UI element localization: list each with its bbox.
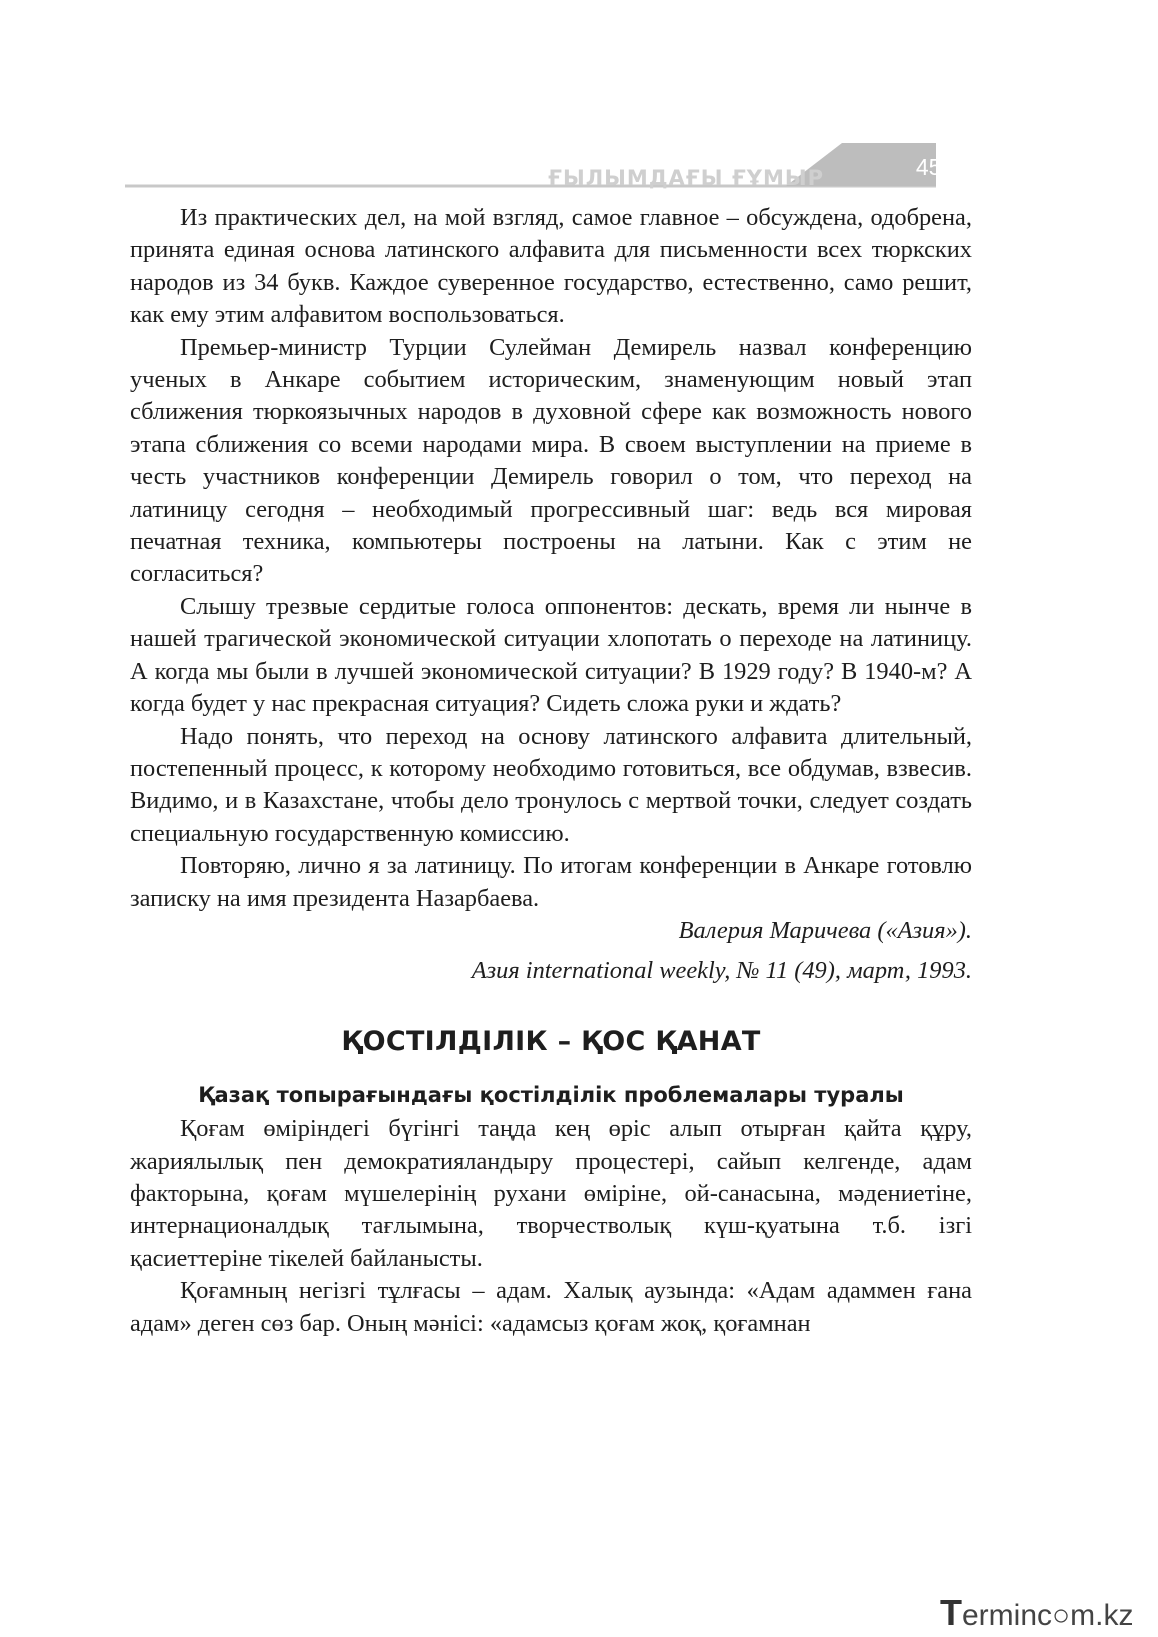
watermark-domain: m.kz	[1070, 1599, 1134, 1632]
paragraph: Надо понять, что переход на основу латинского алфавита длительный, постепенный процесс, к которому необходимо готовиться, все обдумав, взвесив. Видимо, и в Казахстане, чтобы дело тронулось с мертвой точки, следует создать специальную государственную комиссию.	[130, 722, 972, 847]
paragraph: Қоғамның негізгі тұлғасы – адам. Халық аузында: «Адам адаммен ғана адам» деген сөз бар. Оның мәнісі: «адамсыз қоғам жоқ, қоғамнан	[130, 1277, 972, 1337]
page-body	[130, 202, 972, 1340]
section-subtitle: Қазақ топырағындағы қостілділік проблемалары туралы	[198, 1083, 904, 1108]
paragraph: Слышу трезвые сердитые голоса оппонентов: дескать, время ли нынче в нашей трагической экономической ситуации хлопотать о переходе на латиницу. А когда мы были в лучшей экономической ситуации? В 1929 году? В 1940-м? А когда будет у нас прекрасная ситуация? Сидеть сложа руки и ждать?	[130, 592, 972, 718]
magnifier-icon: ○	[1052, 1599, 1071, 1632]
watermark-initial: T	[940, 1592, 962, 1633]
watermark-text: erminc	[962, 1599, 1053, 1632]
paragraph: Повторяю, лично я за латиницу. По итогам конференции в Анкаре готовлю записку на имя президента Назарбаева.	[130, 852, 972, 912]
attribution-author: Валерия Маричева («Азия»).	[678, 916, 972, 944]
paragraph: Премьер-министр Турции Сулейман Демирель назвал конференцию ученых в Анкаре событием историческим, знаменующим новый этап сближения тюркоязычных народов в духовной сфере как возможность нового этапа сближения со всеми народами мира. В своем выступлении на приеме в честь участников конференции Демирель говорил о том, что переход на латиницу сегодня – необходимый прогрессивный шаг: ведь вся мировая печатная техника, компьютеры построены на латыни. Как с этим не согласиться?	[130, 333, 972, 588]
section-title: ҚОСТІЛДІЛІК – ҚОС ҚАНАТ	[341, 1025, 761, 1057]
paragraph: Из практических дел, на мой взгляд, самое главное – обсуждена, одобрена, принята единая основа латинского алфавита для письменности всех тюркских народов из 34 букв. Каждое суверенное государство, естественно, само решит, как ему этим алфавитом воспользоваться.	[130, 204, 972, 329]
page-header	[0, 0, 1158, 200]
page-number: 455	[915, 154, 955, 180]
site-watermark	[940, 1592, 1133, 1632]
paragraph: Қоғам өміріндегі бүгінгі таңда кең өріс алып отырған қайта құру, жариялылық пен демократияландыру процестері, сайып келгенде, адам факторына, қоғам мүшелерінің рухани өміріне, ой-санасына, мәдениетіне, интернационалдық тағлымына, творчестволық күш-қуатына т.б. ізгі қасиеттеріне тікелей байланысты.	[130, 1115, 972, 1272]
running-head: ҒЫЛЫМДАҒЫ ҒҰМЫР	[548, 166, 825, 190]
attribution-source: Азия international weekly, № 11 (49), март, 1993.	[471, 957, 972, 985]
